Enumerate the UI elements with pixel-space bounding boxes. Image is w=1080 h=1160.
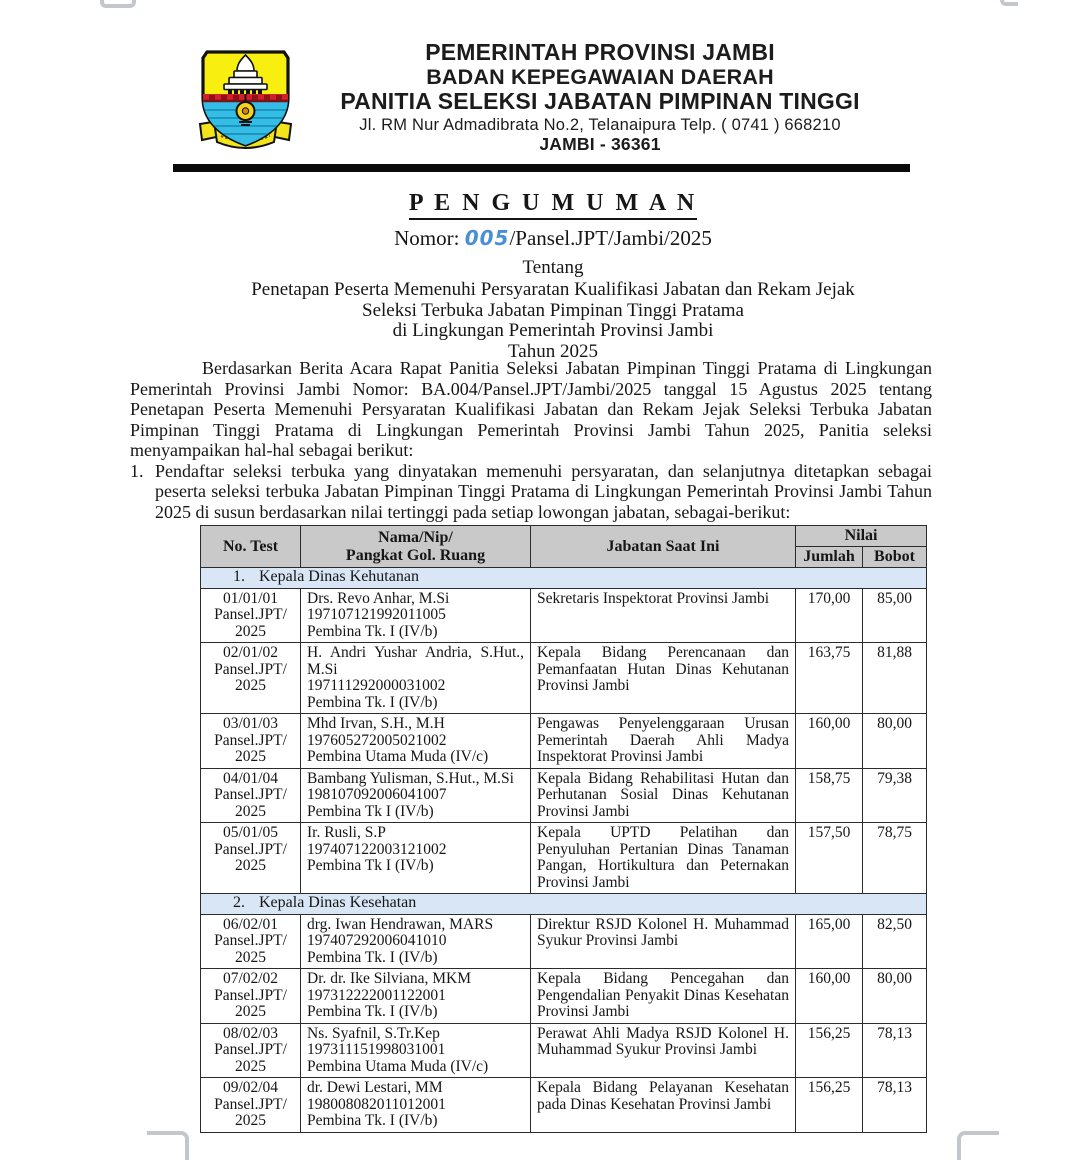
cell-test-no: 04/01/04 Pansel.JPT/ 2025 [201,768,301,823]
header-no-test: No. Test [201,526,301,568]
nomor-handwritten-value: 005 [464,226,510,250]
cell-bobot: 78,13 [863,1078,927,1133]
subject-line-2: Seleksi Terbuka Jabatan Pimpinan Tinggi Pratama [362,299,744,321]
crop-mark-bottom-right [957,1131,999,1160]
subject-line-4: Tahun 2025 [508,340,598,362]
section-2-title: Kepala Dinas Kesehatan [259,894,417,911]
table-row [201,768,927,823]
cell-current-position: Kepala Bidang Perencanaan dan Pemanfaatan Hutan Dinas Kehutanan Provinsi Jambi [531,643,796,714]
document-heading: P E N G U M U M A N [409,190,697,220]
header-bobot: Bobot [863,547,927,568]
numbered-item-1 [130,461,932,523]
crop-mark-top-right [1000,0,1018,6]
cell-name-nip-rank: Mhd Irvan, S.H., M.H 197605272005021002 Pembina Utama Muda (IV/c) [301,714,531,769]
cell-jumlah: 160,00 [796,969,863,1024]
letterhead-city-postal: JAMBI - 36361 [539,134,661,154]
header-nilai: Nilai [796,526,927,547]
letterhead-committee-name: PANITIA SELEKSI JABATAN PIMPINAN TINGGI [340,88,860,114]
document-body [130,358,932,1133]
cell-test-no: 01/01/01 Pansel.JPT/ 2025 [201,588,301,643]
header-nama-nip: Nama/Nip/ Pangkat Gol. Ruang [301,526,531,568]
cell-name-nip-rank: Dr. dr. Ike Silviana, MKM 197312222001122001 Pembina Tk. I (IV/b) [301,969,531,1024]
header-jumlah: Jumlah [796,547,863,568]
crop-mark-top-left [100,0,136,8]
cell-current-position: Kepala Bidang Rehabilitasi Hutan dan Perhutanan Sosial Dinas Kehutanan Provinsi Jambi [531,768,796,823]
crop-mark-bottom-left [147,1131,189,1160]
subject-line-1: Penetapan Peserta Memenuhi Persyaratan Kualifikasi Jabatan dan Rekam Jejak [251,279,855,300]
nomor-suffix: /Pansel.JPT/Jambi/2025 [509,226,712,250]
cell-bobot: 85,00 [863,588,927,643]
cell-jumlah: 163,75 [796,643,863,714]
cell-current-position: Kepala UPTD Pelatihan dan Penyuluhan Pertanian Dinas Tanaman Pangan, Hortikultura dan Peternakan Provinsi Jambi [531,823,796,894]
cell-current-position: Sekretaris Inspektorat Provinsi Jambi [531,588,796,643]
table-row [201,714,927,769]
document-number-line [130,226,976,251]
cell-bobot: 80,00 [863,969,927,1024]
cell-current-position: Direktur RSJD Kolonel H. Muhammad Syukur Provinsi Jambi [531,914,796,969]
cell-bobot: 79,38 [863,768,927,823]
item-1-text: Pendaftar seleksi terbuka yang dinyatakan memenuhi persyaratan, dan selanjutnya ditetapkan sebagai peserta seleksi terbuka Jabatan Pimpinan Tinggi Pratama di Lingkungan Pemerintah Provinsi Jambi Tahun 2025 di susun berdasarkan nilai tertinggi pada setiap lowongan jabatan, sebagai-berikut: [155,460,932,522]
cell-name-nip-rank: Bambang Yulisman, S.Hut., M.Si 198107092006041007 Pembina Tk I (IV/b) [301,768,531,823]
letterhead-divider-rule [173,164,910,172]
cell-test-no: 03/01/03 Pansel.JPT/ 2025 [201,714,301,769]
cell-bobot: 81,88 [863,643,927,714]
letterhead-government-name: PEMERINTAH PROVINSI JAMBI [425,39,775,65]
opening-paragraph: Berdasarkan Berita Acara Rapat Panitia Seleksi Jabatan Pimpinan Tinggi Pratama di Lingkungan Pemerintah Provinsi Jambi Nomor: BA.004/Pansel.JPT/Jambi/2025 tanggal 15 Agustus 2025 tentang Penetapan Peserta Memenuhi Persyaratan Kualifikasi Jabatan dan Rekam Jejak Seleksi Terbuka Jabatan Pimpinan Tinggi Pratama di Lingkungan Pemerintah Provinsi Jambi Tahun 2025, Panitia seleksi menyampaikan hal-hal sebagai berikut: [130,358,932,460]
table-row [201,1023,927,1078]
nomor-label: Nomor: [394,226,465,250]
cell-jumlah: 160,00 [796,714,863,769]
table-row [201,969,927,1024]
selection-results-table [200,525,927,1133]
cell-jumlah: 158,75 [796,768,863,823]
title-block [130,190,976,362]
cell-test-no: 05/01/05 Pansel.JPT/ 2025 [201,823,301,894]
cell-current-position: Kepala Bidang Pelayanan Kesehatan pada Dinas Kesehatan Provinsi Jambi [531,1078,796,1133]
item-1-number: 1. [130,460,144,481]
cell-bobot: 80,00 [863,714,927,769]
cell-test-no: 07/02/02 Pansel.JPT/ 2025 [201,969,301,1024]
letterhead-address: Jl. RM Nur Admadibrata No.2, Telanaipura Telp. ( 0741 ) 668210 [359,116,841,134]
cell-test-no: 09/02/04 Pansel.JPT/ 2025 [201,1078,301,1133]
section-row-kehutanan [201,568,927,589]
cell-name-nip-rank: Ir. Rusli, S.P 197407122003121002 Pembina Tk I (IV/b) [301,823,531,894]
cell-bobot: 78,75 [863,823,927,894]
section-2-number: 2. [233,894,245,911]
letterhead [220,40,980,154]
cell-jumlah: 156,25 [796,1078,863,1133]
subject-line-3: di Lingkungan Pemerintah Provinsi Jambi [392,320,714,341]
header-jabatan: Jabatan Saat Ini [531,526,796,568]
section-1-number: 1. [233,568,245,585]
cell-bobot: 78,13 [863,1023,927,1078]
cell-test-no: 08/02/03 Pansel.JPT/ 2025 [201,1023,301,1078]
section-row-kesehatan [201,894,927,915]
cell-jumlah: 156,25 [796,1023,863,1078]
cell-jumlah: 170,00 [796,588,863,643]
cell-name-nip-rank: drg. Iwan Hendrawan, MARS 197407292006041010 Pembina Tk. I (IV/b) [301,914,531,969]
table-row [201,914,927,969]
table-row [201,1078,927,1133]
cell-name-nip-rank: H. Andri Yushar Andria, S.Hut., M.Si 197111292000031002 Pembina Tk. I (IV/b) [301,643,531,714]
tentang-label: Tentang [522,257,584,278]
table-row [201,823,927,894]
cell-current-position: Kepala Bidang Pencegahan dan Pengendalian Penyakit Dinas Kesehatan Provinsi Jambi [531,969,796,1024]
cell-jumlah: 157,50 [796,823,863,894]
cell-jumlah: 165,00 [796,914,863,969]
cell-name-nip-rank: dr. Dewi Lestari, MM 198008082011012001 Pembina Tk. I (IV/b) [301,1078,531,1133]
cell-bobot: 82,50 [863,914,927,969]
cell-name-nip-rank: Ns. Syafnil, S.Tr.Kep 197311151998031001 Pembina Utama Muda (IV/c) [301,1023,531,1078]
cell-current-position: Perawat Ahli Madya RSJD Kolonel H. Muhammad Syukur Provinsi Jambi [531,1023,796,1078]
table-header-row [201,526,927,547]
table-row [201,588,927,643]
cell-name-nip-rank: Drs. Revo Anhar, M.Si 197107121992011005 Pembina Tk. I (IV/b) [301,588,531,643]
section-1-title: Kepala Dinas Kehutanan [259,568,419,585]
cell-current-position: Pengawas Penyelenggaraan Urusan Pemerintah Daerah Ahli Madya Inspektorat Provinsi Jambi [531,714,796,769]
cell-test-no: 06/02/01 Pansel.JPT/ 2025 [201,914,301,969]
letterhead-agency-name: BADAN KEPEGAWAIAN DAERAH [426,65,774,89]
table-row [201,643,927,714]
cell-test-no: 02/01/02 Pansel.JPT/ 2025 [201,643,301,714]
